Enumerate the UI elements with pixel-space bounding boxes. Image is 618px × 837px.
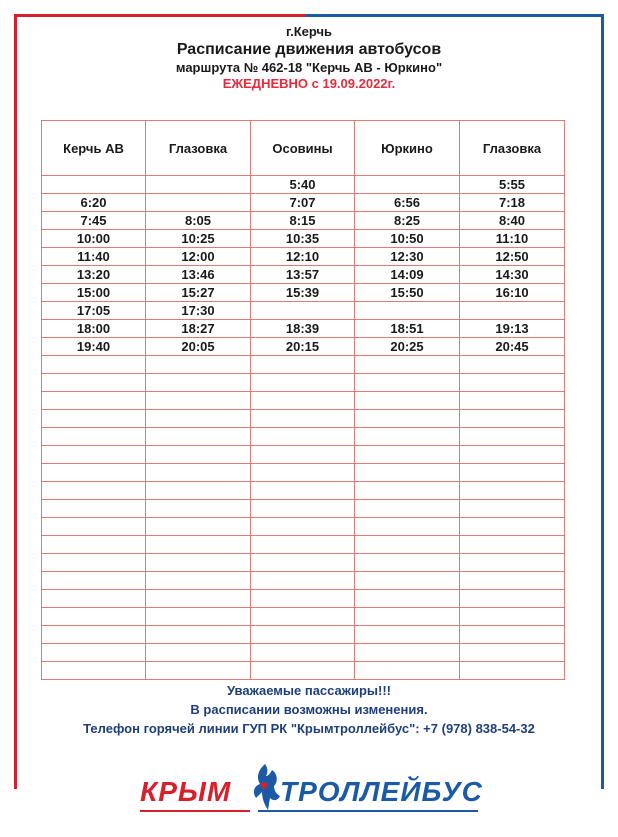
time-cell: 17:30 [146, 302, 251, 320]
table-row [42, 230, 565, 248]
time-cell: 15:27 [146, 284, 251, 302]
notice-greeting: Уважаемые пассажиры!!! [226, 683, 392, 698]
time-cell: 6:20 [42, 194, 146, 212]
time-cell [251, 428, 355, 446]
time-cell: 11:40 [42, 248, 146, 266]
time-cell [251, 410, 355, 428]
table-row [42, 212, 565, 230]
time-cell: 12:30 [355, 248, 460, 266]
time-cell [42, 536, 146, 554]
time-cell [355, 500, 460, 518]
table-row [42, 338, 565, 356]
time-cell [355, 464, 460, 482]
table-row [42, 356, 565, 374]
time-cell [251, 464, 355, 482]
time-cell [355, 626, 460, 644]
time-cell [355, 176, 460, 194]
time-cell: 19:40 [42, 338, 146, 356]
time-cell [355, 302, 460, 320]
time-cell [460, 590, 565, 608]
time-cell [42, 626, 146, 644]
time-cell: 11:10 [460, 230, 565, 248]
time-cell [42, 572, 146, 590]
notice-hotline: Телефон горячей линии ГУП РК "Крымтроллейбус": +7 (978) 838-54-32 [83, 721, 535, 736]
time-cell: 14:30 [460, 266, 565, 284]
time-cell: 15:50 [355, 284, 460, 302]
time-cell [42, 554, 146, 572]
time-cell [146, 644, 251, 662]
table-row [42, 392, 565, 410]
time-cell [251, 374, 355, 392]
time-cell: 10:35 [251, 230, 355, 248]
time-cell [251, 554, 355, 572]
time-cell: 15:39 [251, 284, 355, 302]
column-header-kerch-av: Керчь АВ [42, 121, 146, 176]
time-cell: 16:10 [460, 284, 565, 302]
schedule-body [42, 176, 565, 680]
time-cell [251, 356, 355, 374]
time-cell [42, 608, 146, 626]
time-cell [146, 194, 251, 212]
time-cell: 15:00 [42, 284, 146, 302]
time-cell: 8:15 [251, 212, 355, 230]
time-cell [251, 392, 355, 410]
time-cell [42, 410, 146, 428]
time-cell [146, 176, 251, 194]
time-cell: 13:57 [251, 266, 355, 284]
table-row [42, 608, 565, 626]
time-cell [42, 464, 146, 482]
time-cell [146, 590, 251, 608]
effective-date: ЕЖЕДНЕВНО с 19.09.2022г. [222, 76, 396, 91]
notice-changes: В расписании возможны изменения. [190, 702, 428, 717]
document-header [0, 22, 618, 91]
time-cell [355, 662, 460, 680]
time-cell [355, 392, 460, 410]
time-cell [460, 374, 565, 392]
time-cell [460, 644, 565, 662]
eagle-emblem-icon [248, 762, 282, 812]
time-cell [355, 356, 460, 374]
time-cell [355, 482, 460, 500]
time-cell [146, 662, 251, 680]
time-cell [460, 626, 565, 644]
city-name: г.Керчь [285, 24, 333, 39]
table-row [42, 248, 565, 266]
time-cell [460, 446, 565, 464]
logo-underline-blue [258, 810, 478, 812]
time-cell [355, 446, 460, 464]
time-cell: 14:09 [355, 266, 460, 284]
time-cell: 20:15 [251, 338, 355, 356]
time-cell [42, 428, 146, 446]
time-cell [251, 536, 355, 554]
time-cell [42, 356, 146, 374]
time-cell [146, 410, 251, 428]
time-cell [42, 374, 146, 392]
time-cell [146, 392, 251, 410]
time-cell [460, 536, 565, 554]
time-cell [251, 482, 355, 500]
time-cell [251, 518, 355, 536]
time-cell [251, 590, 355, 608]
time-cell: 7:18 [460, 194, 565, 212]
table-row [42, 590, 565, 608]
table-row [42, 176, 565, 194]
time-cell [460, 356, 565, 374]
time-cell [460, 482, 565, 500]
logo-word-trolleybus: ТРОЛЛЕЙБУС [280, 776, 483, 807]
time-cell [355, 536, 460, 554]
table-row [42, 446, 565, 464]
time-cell [460, 302, 565, 320]
time-cell [460, 392, 565, 410]
time-cell [355, 374, 460, 392]
table-row [42, 644, 565, 662]
time-cell [460, 554, 565, 572]
frame-border-red-top [14, 14, 306, 17]
time-cell [251, 608, 355, 626]
time-cell [146, 536, 251, 554]
time-cell [251, 644, 355, 662]
table-row [42, 266, 565, 284]
time-cell [355, 518, 460, 536]
time-cell: 7:45 [42, 212, 146, 230]
time-cell: 10:00 [42, 230, 146, 248]
time-cell [460, 518, 565, 536]
table-row [42, 302, 565, 320]
frame-border-blue-right [601, 14, 604, 789]
time-cell [146, 464, 251, 482]
time-cell: 5:55 [460, 176, 565, 194]
time-cell: 20:25 [355, 338, 460, 356]
time-cell: 10:50 [355, 230, 460, 248]
time-cell: 12:00 [146, 248, 251, 266]
time-cell [460, 572, 565, 590]
route-name: маршрута № 462-18 "Керчь АВ - Юркино" [175, 60, 443, 75]
time-cell [42, 662, 146, 680]
time-cell [355, 608, 460, 626]
time-cell: 19:13 [460, 320, 565, 338]
time-cell [355, 410, 460, 428]
time-cell [355, 554, 460, 572]
time-cell: 20:45 [460, 338, 565, 356]
frame-border-blue-top [306, 14, 604, 17]
time-cell [42, 482, 146, 500]
time-cell: 18:00 [42, 320, 146, 338]
time-cell [146, 572, 251, 590]
time-cell [146, 518, 251, 536]
frame-border-red-left [14, 14, 17, 789]
time-cell [146, 608, 251, 626]
time-cell [251, 572, 355, 590]
column-header-osoviny: Осовины [251, 121, 355, 176]
krymtrolleybus-logo [140, 762, 483, 814]
time-cell [42, 518, 146, 536]
time-cell [460, 608, 565, 626]
logo-underline-red [140, 810, 250, 812]
time-cell [460, 464, 565, 482]
table-row [42, 464, 565, 482]
time-cell [251, 446, 355, 464]
time-cell [251, 662, 355, 680]
schedule-table [41, 120, 565, 680]
schedule-title: Расписание движения автобусов [176, 41, 442, 58]
table-row [42, 518, 565, 536]
time-cell: 12:10 [251, 248, 355, 266]
table-row [42, 554, 565, 572]
time-cell: 12:50 [460, 248, 565, 266]
table-row [42, 428, 565, 446]
time-cell [146, 500, 251, 518]
time-cell [146, 428, 251, 446]
table-row [42, 572, 565, 590]
time-cell: 18:27 [146, 320, 251, 338]
time-cell [146, 626, 251, 644]
time-cell [42, 644, 146, 662]
time-cell: 17:05 [42, 302, 146, 320]
time-cell [251, 302, 355, 320]
time-cell: 10:25 [146, 230, 251, 248]
table-row [42, 662, 565, 680]
time-cell [146, 374, 251, 392]
table-row [42, 194, 565, 212]
time-cell [146, 356, 251, 374]
time-cell [355, 428, 460, 446]
time-cell [42, 500, 146, 518]
time-cell [42, 590, 146, 608]
table-header-row [42, 121, 565, 176]
table-row [42, 626, 565, 644]
column-header-glazovka: Глазовка [146, 121, 251, 176]
time-cell [251, 500, 355, 518]
time-cell [146, 446, 251, 464]
time-cell [355, 644, 460, 662]
column-header-glazovka-return: Глазовка [460, 121, 565, 176]
table-row [42, 482, 565, 500]
time-cell: 8:05 [146, 212, 251, 230]
time-cell [146, 482, 251, 500]
time-cell: 6:56 [355, 194, 460, 212]
table-row [42, 320, 565, 338]
column-header-yurkino: Юркино [355, 121, 460, 176]
table-row [42, 536, 565, 554]
time-cell [355, 590, 460, 608]
time-cell [460, 500, 565, 518]
time-cell: 20:05 [146, 338, 251, 356]
time-cell [460, 662, 565, 680]
time-cell [251, 626, 355, 644]
passenger-notice [0, 683, 618, 736]
time-cell [460, 428, 565, 446]
table-row [42, 500, 565, 518]
time-cell [42, 176, 146, 194]
time-cell: 13:20 [42, 266, 146, 284]
time-cell [42, 392, 146, 410]
time-cell [355, 572, 460, 590]
time-cell: 18:39 [251, 320, 355, 338]
logo-word-krym: КРЫМ [140, 776, 232, 807]
table-row [42, 410, 565, 428]
time-cell [146, 554, 251, 572]
time-cell: 7:07 [251, 194, 355, 212]
table-row [42, 374, 565, 392]
time-cell: 18:51 [355, 320, 460, 338]
time-cell: 13:46 [146, 266, 251, 284]
time-cell [460, 410, 565, 428]
time-cell [42, 446, 146, 464]
time-cell: 8:25 [355, 212, 460, 230]
table-row [42, 284, 565, 302]
time-cell: 8:40 [460, 212, 565, 230]
time-cell: 5:40 [251, 176, 355, 194]
